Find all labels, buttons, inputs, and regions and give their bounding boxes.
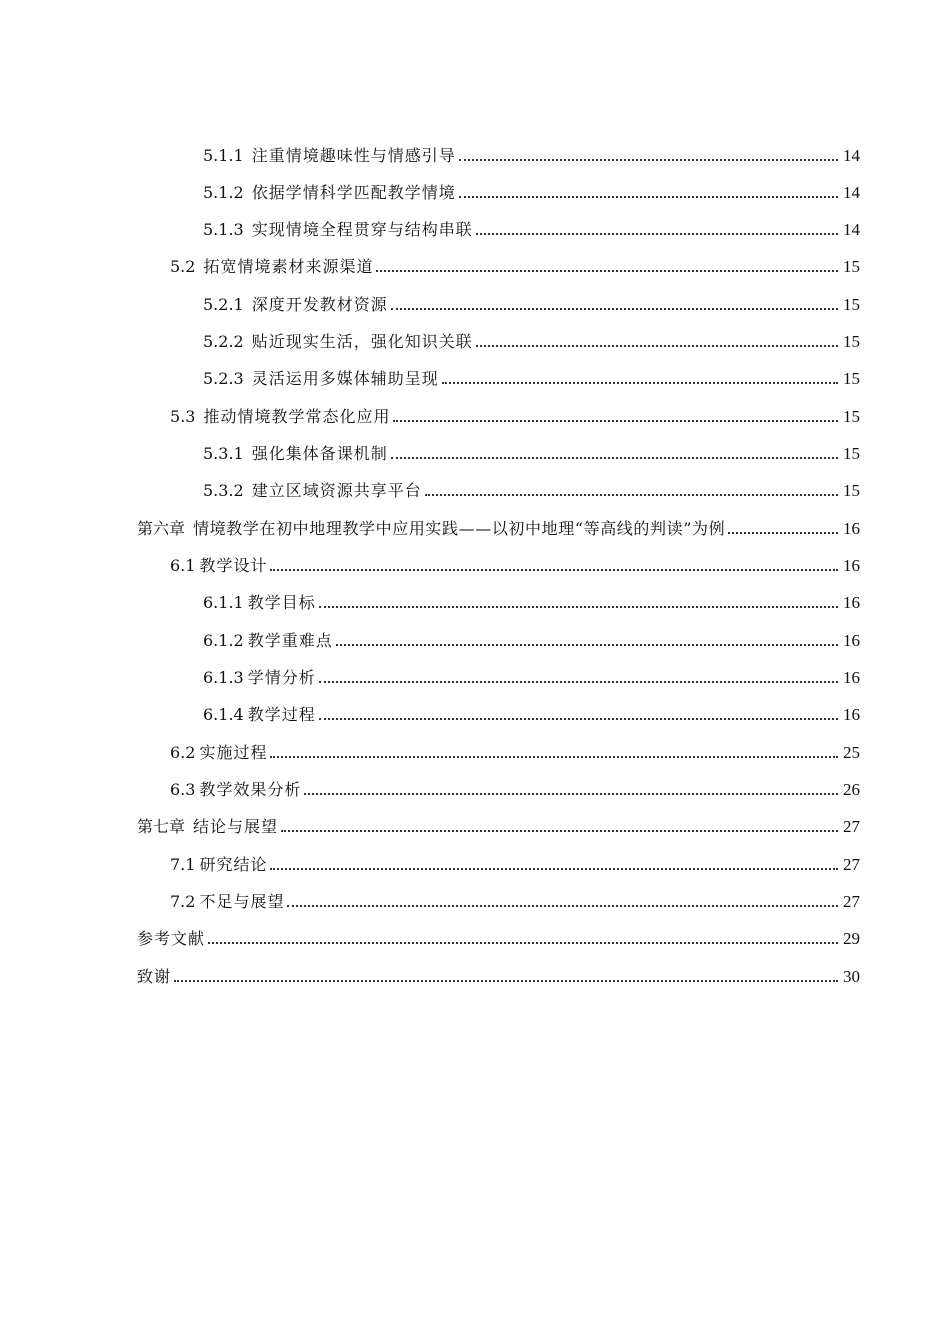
toc-title: 拓宽情境素材来源渠道 [203, 257, 374, 276]
toc-page-number: 16 [843, 631, 860, 650]
dot-leader [174, 980, 838, 982]
toc-title: 依据学情科学匹配教学情境 [251, 183, 456, 202]
dot-leader [391, 457, 838, 459]
toc-entry-5-3-2[interactable] [203, 477, 860, 501]
toc-page-number: 30 [843, 967, 860, 986]
toc-entry-6-1[interactable] [170, 552, 860, 576]
dot-leader [336, 644, 838, 646]
dot-leader [391, 308, 838, 310]
toc-page-number: 16 [843, 519, 860, 538]
toc-number: 5.2.2 [203, 332, 244, 351]
toc-entry-6-1-2[interactable] [203, 627, 860, 651]
toc-entry-chapter-6[interactable] [137, 515, 860, 539]
toc-page-number: 16 [843, 705, 860, 724]
toc-entry-5-2-3[interactable] [203, 365, 860, 389]
toc-title: 实现情境全程贯穿与结构串联 [251, 220, 473, 239]
toc-page-number: 16 [843, 668, 860, 687]
toc-page-number: 14 [843, 146, 860, 165]
toc-title: 学情分析 [247, 668, 316, 687]
toc-entry-chapter-7[interactable] [137, 813, 860, 837]
toc-entry-5-3[interactable] [170, 403, 860, 427]
toc-number: 5.1.3 [203, 220, 244, 239]
toc-number: 5.3 [170, 407, 196, 426]
toc-number: 第六章 [137, 519, 186, 538]
toc-number: 6.1.2 [203, 631, 244, 650]
toc-entry-5-2-2[interactable] [203, 328, 860, 352]
dot-leader [476, 345, 838, 347]
toc-title: 灵活运用多媒体辅助呈现 [251, 369, 439, 388]
toc-entry-5-1-2[interactable] [203, 179, 860, 203]
dot-leader [287, 905, 838, 907]
toc-title: 深度开发教材资源 [251, 295, 388, 314]
toc-entry-7-1[interactable] [170, 851, 860, 875]
toc-number: 6.1 [170, 556, 196, 575]
toc-page-number: 14 [843, 183, 860, 202]
toc-title: 教学重难点 [247, 631, 333, 650]
toc-entry-5-2-1[interactable] [203, 291, 860, 315]
toc-title: 研究结论 [199, 855, 268, 874]
toc-title: 推动情境教学常态化应用 [203, 407, 391, 426]
toc-number: 6.1.1 [203, 593, 244, 612]
toc-title: 教学设计 [199, 556, 268, 575]
toc-page-number: 15 [843, 332, 860, 351]
toc-page-number: 16 [843, 593, 860, 612]
dot-leader [459, 196, 838, 198]
toc-page-number: 16 [843, 556, 860, 575]
dot-leader [476, 233, 838, 235]
toc-entry-5-1-1[interactable] [203, 142, 860, 166]
toc-number: 5.3.1 [203, 444, 244, 463]
toc-title: 教学目标 [247, 593, 316, 612]
toc-title: 实施过程 [199, 743, 268, 762]
toc-page-number: 15 [843, 407, 860, 426]
dot-leader [270, 569, 838, 571]
toc-title: 教学效果分析 [199, 780, 302, 799]
dot-leader [208, 942, 838, 944]
toc-page-number: 29 [843, 929, 860, 948]
toc-page-number: 15 [843, 257, 860, 276]
toc-title: 强化集体备课机制 [251, 444, 388, 463]
toc-page-number: 25 [843, 743, 860, 762]
toc-entry-6-1-4[interactable] [203, 701, 860, 725]
toc-entry-6-1-1[interactable] [203, 589, 860, 613]
toc-number: 5.1.1 [203, 146, 244, 165]
dot-leader [376, 270, 838, 272]
toc-page-number: 15 [843, 369, 860, 388]
toc-number: 7.2 [170, 892, 196, 911]
toc-title: 结论与展望 [193, 817, 279, 836]
toc-page-number: 26 [843, 780, 860, 799]
toc-page-number: 14 [843, 220, 860, 239]
toc-number: 5.2.3 [203, 369, 244, 388]
dot-leader [319, 718, 838, 720]
toc-number: 5.3.2 [203, 481, 244, 500]
toc-entry-6-1-3[interactable] [203, 664, 860, 688]
toc-title: 参考文献 [137, 929, 206, 948]
toc-number: 6.2 [170, 743, 196, 762]
dot-leader [319, 681, 838, 683]
toc-page-number: 15 [843, 481, 860, 500]
toc-number: 6.1.4 [203, 705, 244, 724]
toc-number: 第七章 [137, 817, 186, 836]
toc-entry-acknowledgements[interactable] [137, 963, 860, 987]
toc-number: 5.2.1 [203, 295, 244, 314]
toc-entry-5-1-3[interactable] [203, 216, 860, 240]
toc-entry-5-3-1[interactable] [203, 440, 860, 464]
toc-entry-6-3[interactable] [170, 776, 860, 800]
toc-title: 建立区域资源共享平台 [251, 481, 422, 500]
toc-number: 6.1.3 [203, 668, 244, 687]
toc-page-number: 27 [843, 855, 860, 874]
toc-entry-7-2[interactable] [170, 888, 860, 912]
dot-leader [319, 606, 838, 608]
dot-leader [281, 830, 838, 832]
toc-number: 5.1.2 [203, 183, 244, 202]
toc-number: 5.2 [170, 257, 196, 276]
toc-title: 贴近现实生活，强化知识关联 [251, 332, 473, 351]
toc-entry-6-2[interactable] [170, 739, 860, 763]
toc-entry-references[interactable] [137, 925, 860, 949]
dot-leader [304, 793, 838, 795]
toc-page-number: 27 [843, 892, 860, 911]
toc-title: 注重情境趣味性与情感引导 [251, 146, 456, 165]
toc-title: 致谢 [137, 967, 172, 986]
dot-leader [728, 532, 838, 534]
dot-leader [270, 756, 838, 758]
toc-number: 6.3 [170, 780, 196, 799]
dot-leader [393, 420, 838, 422]
toc-page-number: 15 [843, 444, 860, 463]
toc-title: 情境教学在初中地理教学中应用实践——以初中地理“等高线的判读”为例 [193, 519, 726, 538]
dot-leader [459, 159, 838, 161]
toc-number: 7.1 [170, 855, 196, 874]
toc-title: 教学过程 [247, 705, 316, 724]
toc-page-number: 27 [843, 817, 860, 836]
toc-title: 不足与展望 [199, 892, 285, 911]
toc-page-number: 15 [843, 295, 860, 314]
toc-entry-5-2[interactable] [170, 253, 860, 277]
dot-leader [425, 494, 838, 496]
dot-leader [442, 382, 838, 384]
dot-leader [270, 868, 838, 870]
